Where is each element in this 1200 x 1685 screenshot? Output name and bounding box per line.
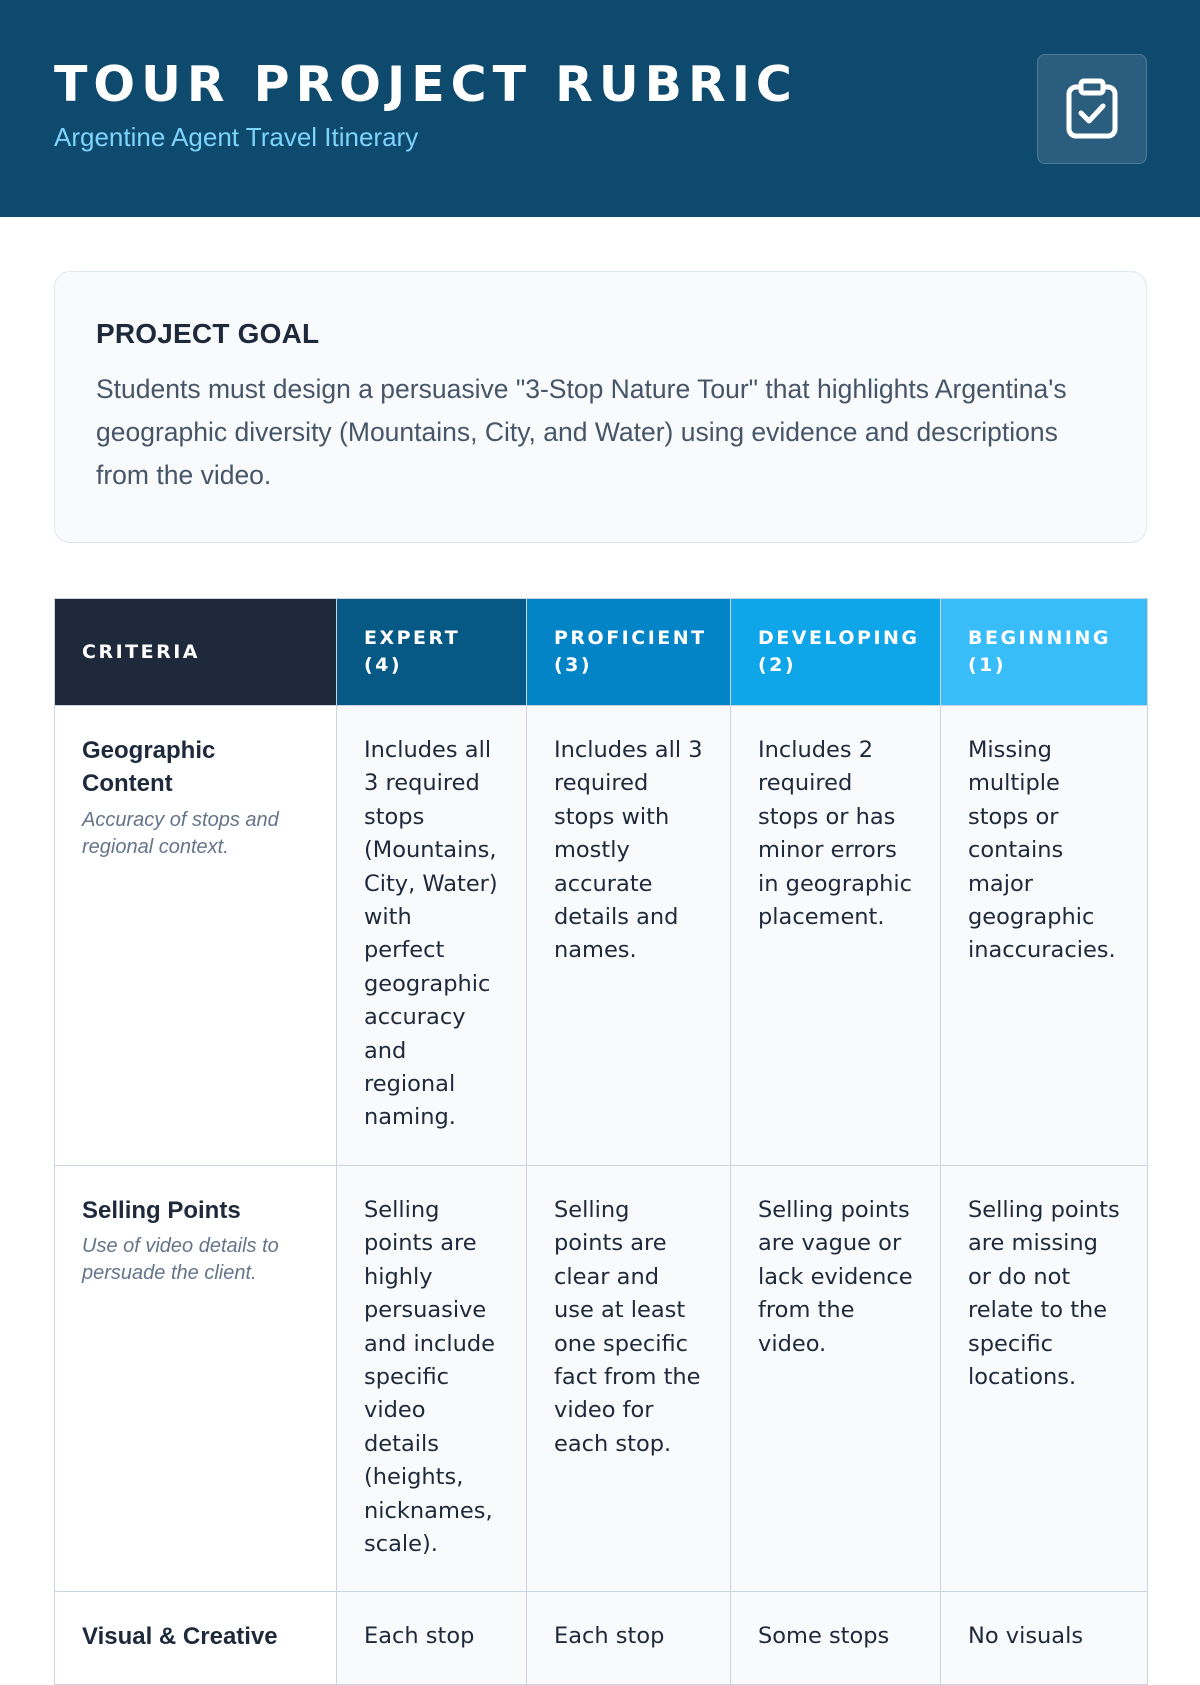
- column-header-expert: EXPERT (4): [337, 599, 527, 706]
- expert-cell: Includes all 3 required stops (Mountains, City, Water) with perfect geographic accuracy and regional naming.: [337, 706, 527, 1166]
- proficient-cell: Each stop: [527, 1592, 731, 1684]
- criteria-description: Accuracy of stops and regional context.: [82, 808, 279, 858]
- proficient-cell: Includes all 3 required stops with mostly accurate details and names.: [527, 706, 731, 1166]
- page-header: [0, 0, 1200, 217]
- beginning-cell: Selling points are missing or do not relate to the specific locations.: [941, 1165, 1148, 1591]
- column-header-criteria: CRITERIA: [55, 599, 337, 706]
- criteria-name: Selling Points: [82, 1196, 241, 1224]
- expert-cell: Selling points are highly persuasive and include specific video details (heights, nicknames, scale).: [337, 1165, 527, 1591]
- page-title: TOUR PROJECT RUBRIC: [54, 56, 798, 113]
- project-goal-text: Students must design a persuasive "3-Stop Nature Tour" that highlights Argentina's geographic diversity (Mountains, City, and Water) using evidence and descriptions from the video.: [96, 374, 1067, 490]
- criteria-description: Use of video details to persuade the client.: [82, 1235, 279, 1285]
- column-header-beginning: BEGINNING (1): [941, 599, 1148, 706]
- page-subtitle: Argentine Agent Travel Itinerary: [54, 122, 419, 152]
- rubric-badge: [1037, 54, 1147, 164]
- criteria-name: Visual & Creative: [82, 1623, 278, 1651]
- criteria-name: Geographic Content: [82, 737, 216, 798]
- beginning-cell: Missing multiple stops or contains major geographic inaccuracies.: [941, 706, 1148, 1166]
- table-row: [55, 1592, 1148, 1684]
- project-goal-card: [54, 271, 1147, 543]
- developing-cell: Includes 2 required stops or has minor errors in geographic placement.: [731, 706, 941, 1166]
- criteria-cell: [55, 706, 337, 1166]
- criteria-cell: [55, 1592, 337, 1684]
- column-header-developing: DEVELOPING (2): [731, 599, 941, 706]
- proficient-cell: Selling points are clear and use at least one specific fact from the video for each stop.: [527, 1165, 731, 1591]
- developing-cell: Some stops: [731, 1592, 941, 1684]
- beginning-cell: No visuals: [941, 1592, 1148, 1684]
- project-goal-heading: PROJECT GOAL: [96, 318, 320, 349]
- developing-cell: Selling points are vague or lack evidence from the video.: [731, 1165, 941, 1591]
- table-row: [55, 706, 1148, 1166]
- rubric-header-row: [55, 599, 1148, 706]
- expert-cell: Each stop: [337, 1592, 527, 1684]
- criteria-cell: [55, 1165, 337, 1591]
- rubric-table: [54, 598, 1148, 1685]
- table-row: [55, 1165, 1148, 1591]
- clipboard-check-icon: [1065, 78, 1119, 140]
- column-header-proficient: PROFICIENT (3): [527, 599, 731, 706]
